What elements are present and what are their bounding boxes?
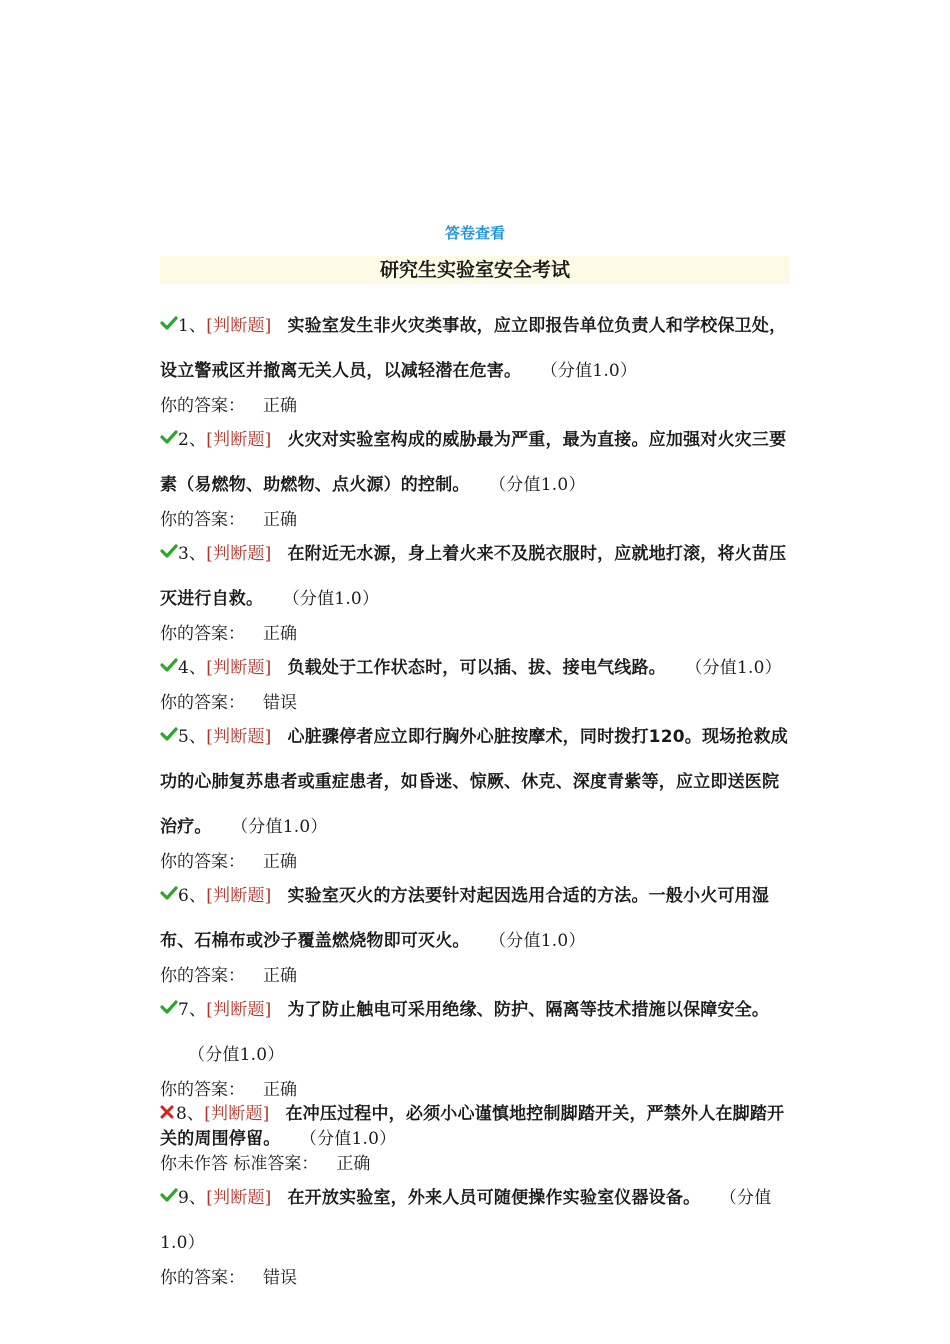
- answer-value: 正确: [263, 510, 297, 530]
- answer-value: 正确: [336, 1154, 371, 1174]
- answer-label: 你的答案：: [160, 1268, 245, 1288]
- question-item: [160, 874, 790, 988]
- checkmark-icon: [160, 1188, 178, 1202]
- answer-label: 你的答案：: [160, 966, 245, 986]
- question-item: [160, 1102, 790, 1176]
- question-text: [160, 874, 790, 964]
- checkmark-icon: [160, 658, 178, 672]
- answer-label: 你的答案：: [160, 396, 245, 416]
- question-score: （分值1.0）: [239, 817, 328, 837]
- answer-line: [160, 964, 790, 988]
- question-body: 心脏骤停者应立即行胸外心脏按摩术，同时拨打120。现场抢救成功的心肺复苏患者或重症患者，如昏迷、惊厥、休克、深度青紫等，应立即送医院治疗。: [160, 727, 788, 837]
- question-body: 在冲压过程中，必须小心谨慎地控制脚踏开关，严禁外人在脚踏开关的周围停留。: [160, 1104, 785, 1149]
- question-body: 火灾对实验室构成的威胁最为严重，最为直接。应加强对火灾三要素（易燃物、助燃物、点火源）的控制。: [160, 430, 787, 495]
- question-number: 5、: [178, 727, 207, 747]
- question-score: （分值1.0）: [291, 589, 380, 609]
- question-item: [160, 418, 790, 532]
- unanswered-label: 你未作答: [160, 1154, 228, 1174]
- standard-answer-label: 标准答案：: [233, 1154, 319, 1174]
- question-item: [160, 304, 790, 418]
- question-number: 1、: [178, 316, 207, 336]
- checkmark-icon: [160, 430, 178, 444]
- question-type: [判断题]: [206, 727, 272, 747]
- answer-label: 你的答案：: [160, 1080, 245, 1100]
- question-number: 6、: [178, 886, 207, 906]
- question-item: [160, 532, 790, 646]
- answer-line: [160, 622, 790, 646]
- answer-line: [160, 508, 790, 532]
- checkmark-icon: [160, 886, 178, 900]
- answer-value: 正确: [263, 624, 297, 644]
- question-score: （分值1.0）: [188, 1045, 285, 1065]
- question-number: 9、: [178, 1188, 207, 1208]
- question-type: [判断题]: [206, 658, 272, 678]
- view-title: 答卷查看: [444, 224, 505, 242]
- question-number: 8、: [176, 1104, 205, 1124]
- question-type: [判断题]: [206, 1000, 272, 1020]
- answer-label: 你的答案：: [160, 510, 245, 530]
- answer-line: [160, 394, 790, 418]
- question-type: [判断题]: [206, 886, 272, 906]
- answer-line: [160, 850, 790, 874]
- answer-value: 正确: [263, 852, 297, 872]
- answer-label: 你的答案：: [160, 624, 245, 644]
- answer-sheet: [160, 218, 790, 1290]
- answer-value: 错误: [263, 1268, 297, 1288]
- question-body: 在附近无水源，身上着火来不及脱衣服时，应就地打滚，将火苗压灭进行自救。: [160, 544, 787, 609]
- cross-icon: [160, 1105, 174, 1119]
- question-number: 7、: [178, 1000, 207, 1020]
- question-text: [160, 1102, 790, 1152]
- question-item: [160, 988, 790, 1102]
- answer-line: [160, 1152, 790, 1176]
- question-text: [160, 304, 790, 394]
- question-score: （分值1.0）: [308, 1129, 397, 1149]
- question-item: [160, 715, 790, 874]
- question-body: 实验室灭火的方法要针对起因选用合适的方法。一般小火可用湿布、石棉布或沙子覆盖燃烧物即可灭火。: [160, 886, 770, 951]
- question-type: [判断题]: [206, 1188, 272, 1208]
- answer-label: 你的答案：: [160, 693, 245, 713]
- question-score: （分值1.0）: [497, 475, 586, 495]
- question-text: [160, 532, 790, 622]
- checkmark-icon: [160, 544, 178, 558]
- question-number: 2、: [178, 430, 207, 450]
- question-score: （分值1.0）: [160, 1188, 772, 1253]
- question-text: [160, 646, 790, 691]
- question-text: [160, 988, 790, 1078]
- question-number: 3、: [178, 544, 207, 564]
- question-score: （分值1.0）: [497, 931, 586, 951]
- question-body: 为了防止触电可采用绝缘、防护、隔离等技术措施以保障安全。: [287, 1000, 770, 1020]
- answer-line: [160, 691, 790, 715]
- question-text: [160, 715, 790, 850]
- answer-line: [160, 1078, 790, 1102]
- question-type: [判断题]: [206, 316, 272, 336]
- checkmark-icon: [160, 727, 178, 741]
- question-type: [判断题]: [206, 430, 272, 450]
- question-text: [160, 418, 790, 508]
- question-score: （分值1.0）: [693, 658, 782, 678]
- question-list: [160, 304, 790, 1290]
- answer-value: 正确: [263, 966, 297, 986]
- question-item: [160, 646, 790, 715]
- question-body: 在开放实验室，外来人员可随便操作实验室仪器设备。: [287, 1188, 701, 1208]
- answer-label: 你的答案：: [160, 852, 245, 872]
- question-text: [160, 1176, 790, 1266]
- answer-value: 错误: [263, 693, 297, 713]
- answer-value: 正确: [263, 1080, 297, 1100]
- question-type: [判断题]: [206, 544, 272, 564]
- exam-title: 研究生实验室安全考试: [160, 256, 790, 284]
- answer-value: 正确: [263, 396, 297, 416]
- answer-line: [160, 1266, 790, 1290]
- question-item: [160, 1176, 790, 1290]
- checkmark-icon: [160, 1000, 178, 1014]
- question-type: [判断题]: [204, 1104, 270, 1124]
- question-score: （分值1.0）: [549, 361, 638, 381]
- question-body: 负载处于工作状态时，可以插、拔、接电气线路。: [287, 658, 666, 678]
- checkmark-icon: [160, 316, 178, 330]
- question-number: 4、: [178, 658, 207, 678]
- question-body: 实验室发生非火灾类事故，应立即报告单位负责人和学校保卫处，设立警戒区并撤离无关人员，以减轻潜在危害。: [160, 316, 787, 381]
